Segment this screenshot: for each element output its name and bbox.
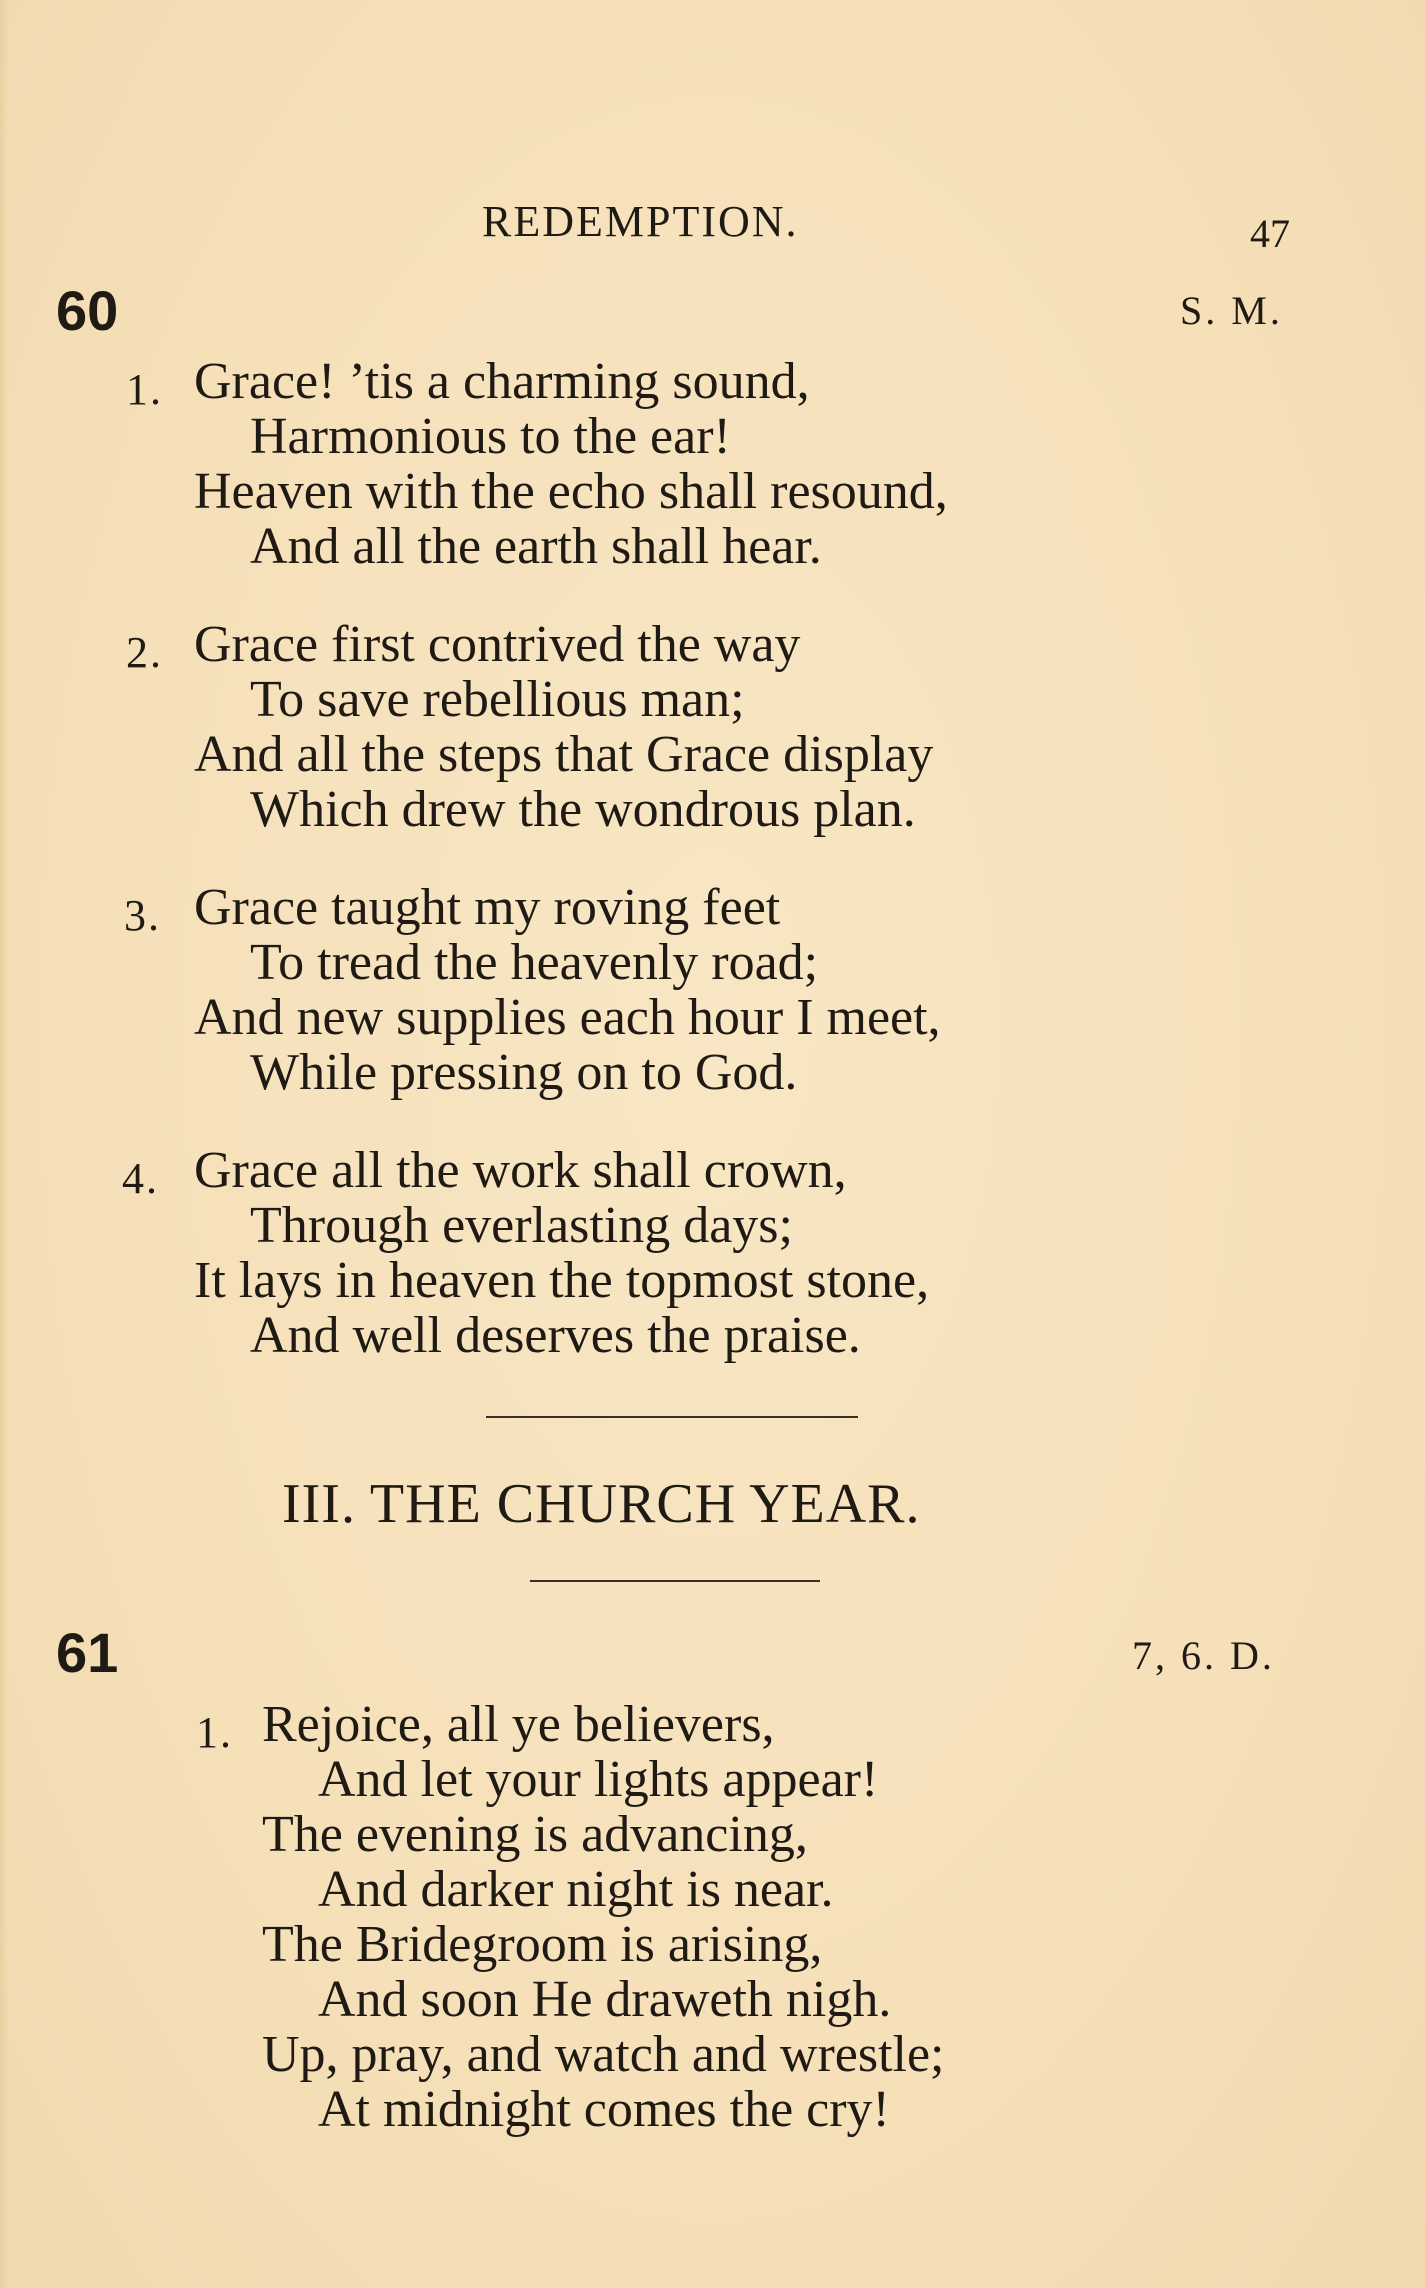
verse-line: Grace! ’tis a charming sound,	[194, 353, 810, 410]
verse-line: And well deserves the praise.	[250, 1307, 861, 1364]
hymn-60-verse-1	[194, 354, 948, 574]
verse-line: Which drew the wondrous plan.	[250, 781, 916, 838]
verse-line: Grace taught my roving feet	[194, 879, 781, 936]
verse-line: Grace all the work shall crown,	[194, 1142, 847, 1199]
verse-line: Up, pray, and watch and wrestle;	[262, 2026, 945, 2083]
hymn-60-verse-1-number: 1.	[126, 365, 163, 414]
verse-line: It lays in heaven the topmost stone,	[194, 1252, 930, 1309]
verse-line: Heaven with the echo shall resound,	[194, 463, 948, 520]
running-head: REDEMPTION.	[482, 197, 799, 246]
hymn-61-meter: 7, 6. D.	[1132, 1633, 1275, 1678]
verse-line: And let your lights appear!	[318, 1751, 879, 1808]
section-rule-top	[486, 1416, 858, 1418]
page-edge-shadow	[0, 0, 8, 2288]
section-title: III. THE CHURCH YEAR.	[282, 1473, 921, 1535]
verse-line: To save rebellious man;	[250, 671, 745, 728]
verse-line: At midnight comes the cry!	[318, 2081, 890, 2138]
hymn-60-number: 60	[56, 279, 119, 342]
verse-line: While pressing on to God.	[250, 1044, 798, 1101]
verse-line: Rejoice, all ye believers,	[262, 1696, 775, 1753]
hymn-61-verse-1-number: 1.	[196, 1708, 233, 1757]
verse-line: The evening is advancing,	[262, 1806, 808, 1863]
verse-line: And new supplies each hour I meet,	[194, 989, 941, 1046]
verse-line: To tread the heavenly road;	[250, 934, 819, 991]
hymn-60-verse-3-number: 3.	[124, 891, 161, 940]
hymn-60-verse-3	[194, 880, 941, 1100]
hymn-61-verse-1	[262, 1697, 945, 2137]
hymn-60-verse-4-number: 4.	[122, 1154, 159, 1203]
hymn-60-verse-2	[194, 617, 933, 837]
page-number: 47	[1250, 211, 1290, 256]
section-rule-bottom	[530, 1580, 820, 1582]
hymn-61-number: 61	[56, 1621, 119, 1684]
verse-line: And all the steps that Grace display	[194, 726, 934, 783]
hymn-60-meter: S. M.	[1180, 288, 1283, 333]
verse-line: Grace first contrived the way	[194, 616, 801, 673]
verse-line: Through everlasting days;	[250, 1197, 793, 1254]
hymn-60-verse-4	[194, 1143, 929, 1363]
verse-line: And soon He draweth nigh.	[318, 1971, 892, 2028]
verse-line: And all the earth shall hear.	[250, 518, 822, 575]
verse-line: And darker night is near.	[318, 1861, 834, 1918]
verse-line: Harmonious to the ear!	[250, 408, 731, 465]
hymn-60-verse-2-number: 2.	[126, 628, 163, 677]
verse-line: The Bridegroom is arising,	[262, 1916, 823, 1973]
